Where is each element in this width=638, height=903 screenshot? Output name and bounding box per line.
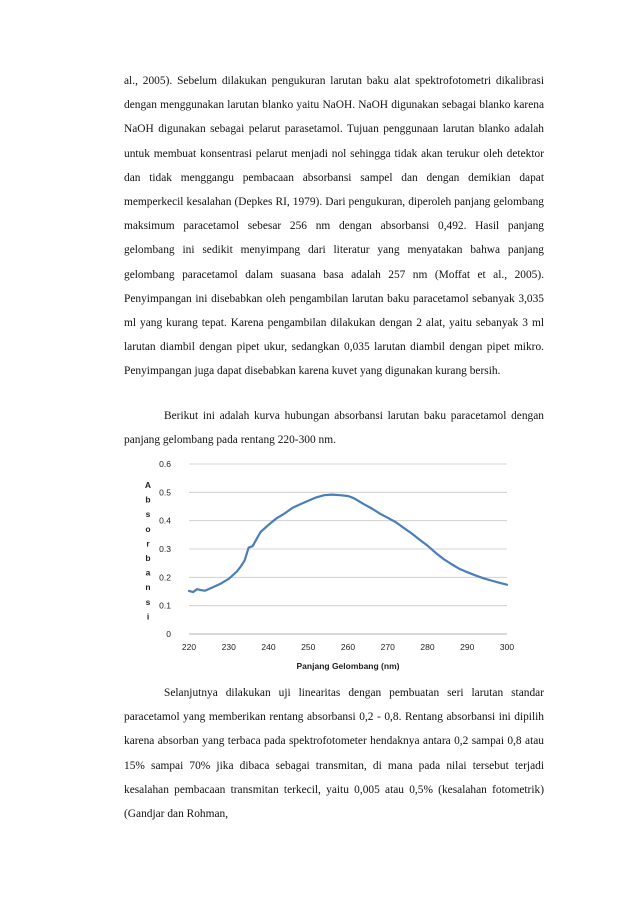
y-axis-label-letter: b [145,494,151,505]
y-axis-label-letter: o [145,523,151,534]
y-axis-label-letter: s [145,509,151,520]
x-tick-label: 280 [420,642,435,652]
y-axis-label-letter: s [145,596,151,607]
absorbance-chart [136,454,526,684]
y-axis-label-letter: i [146,611,150,622]
paragraph-3 [124,681,544,826]
y-tick-label: 0 [166,629,171,639]
y-tick-label: 0.3 [159,544,171,554]
y-axis-label-letter: a [145,567,151,578]
y-tick-label: 0.4 [159,515,171,526]
y-axis-label-letter: b [145,553,151,563]
paragraph-2-text: Berikut ini adalah kurva hubungan absorbansi larutan baku paracetamol dengan panjang gelombang pada rentang 220-300 nm. [124,410,544,447]
y-axis-label-letter: r [146,538,150,549]
x-tick-label: 220 [181,642,197,652]
x-tick-label: 260 [340,642,356,652]
x-axis-label: Panjang Gelombang (nm) [296,661,400,671]
paragraph-3-text: Selanjutnya dilakukan uji linearitas dengan pembuatan seri larutan standar paracetamol yang memberikan rentang absorbansi 0,2 - 0,8. Rentang absorbansi ini dipilih karena absorban yang terbaca pada spektrofotometer hendaknya antara 0,2 sampai 0,8 atau 15% sampai 70% jika dibaca sebagai transmitan, di mana pada nilai tersebut terjadi kesalahan pembacaan transmitan terkecil, yaitu 0,005 atau 0,5% (kesalahan fotometrik) (Gandjar dan Rohman, [124,687,544,821]
chart-svg [136,454,526,684]
x-tick-label: 230 [221,642,236,652]
paragraph-1: al., 2005). Sebelum dilakukan pengukuran larutan baku alat spektrofotometri dikalibrasi dengan menggunakan larutan blanko yaitu NaOH. NaOH digunakan sebagai blanko karena NaOH digunakan sebagai pelarut parasetamol. Tujuan penggunaan larutan blanko adalah untuk membuat konsentrasi pelarut menjadi nol sehingga tidak akan terukur oleh detektor dan tidak menggangu pembacaan absorbansi sampel dan dengan demikian dapat memperkecil kesalahan (Depkes RI, 1979). Dari pengukuran, diperoleh panjang gelombang maksimum paracetamol sebesar 256 nm dengan absorbansi 0,492. Hasil panjang gelombang ini sedikit menyimpang dari literatur yang menyatakan bahwa panjang gelombang paracetamol dalam suasana basa adalah 257 nm (Moffat et al., 2005). Penyimpangan ini disebabkan oleh pengambilan larutan baku paracetamol sebanyak 3,035 ml yang kurang tepat. Karena pengambilan dilakukan dengan 2 alat, yaitu sebanyak 3 ml larutan diambil dengan pipet ukur, sedangkan 0,035 larutan diambil dengan pipet mikro. Penyimpangan juga dapat disebabkan karena kuvet yang digunakan kurang bersih. [124,75,544,378]
x-tick-label: 240 [261,642,276,652]
y-tick-label: 0.5 [159,487,171,498]
y-axis-label-letter: A [144,480,152,490]
x-tick-label: 290 [460,642,475,652]
y-tick-label: 0.2 [159,572,171,583]
x-tick-label: 300 [499,642,515,652]
y-tick-label: 0.6 [159,459,171,469]
x-tick-label: 270 [380,642,395,652]
y-axis-label-letter: n [145,582,151,593]
paragraph-2 [124,404,544,452]
x-tick-label: 250 [301,642,316,652]
y-tick-label: 0.1 [159,600,171,611]
